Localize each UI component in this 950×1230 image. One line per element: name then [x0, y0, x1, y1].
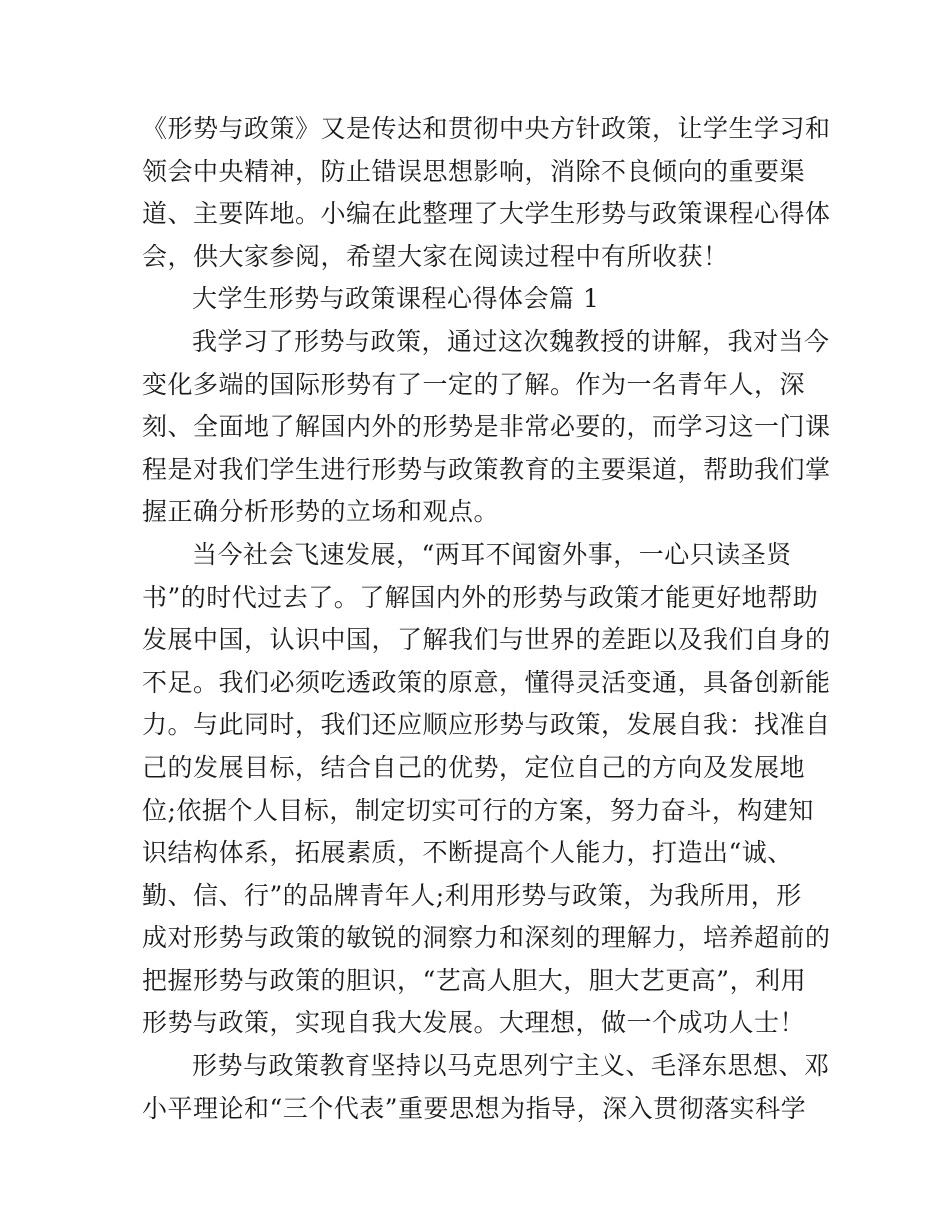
- text-line: 把握形势与政策的胆识，“艺高人胆大，胆大艺更高”，利用: [142, 965, 807, 995]
- text-line: 形势与政策，实现自我大发展。大理想，做一个成功人士！: [142, 1008, 806, 1038]
- text-line: 己的发展目标，结合自己的优势，定位自己的方向及发展地: [142, 752, 806, 782]
- section-heading: [142, 278, 812, 321]
- body-paragraph-3: [142, 1045, 830, 1130]
- text-line: 书”的时代过去了。了解国内外的形势与政策才能更好地帮助: [142, 582, 819, 612]
- text-line: 成对形势与政策的敏锐的洞察力和深刻的理解力，培养超前的: [142, 923, 831, 953]
- text-line: 不足。我们必须吃透政策的原意，懂得灵活变通，具备创新能: [142, 667, 831, 697]
- text-line: 变化多端的国际形势有了一定的了解。作为一名青年人，深: [142, 369, 806, 399]
- text-line: 当今社会飞速发展，“两耳不闻窗外事，一心只读圣贤: [192, 539, 792, 569]
- intro-paragraph: [142, 108, 831, 278]
- document-body: [142, 108, 831, 1130]
- body-paragraph-2: [142, 534, 831, 1045]
- heading-text: 大学生形势与政策课程心得体会篇 1: [192, 284, 600, 314]
- text-line: 领会中央精神，防止错误思想影响，消除不良倾向的重要渠: [142, 156, 806, 186]
- text-line: 位;依据个人目标，制定切实可行的方案，努力奋斗，构建知: [142, 795, 814, 825]
- text-line: 握正确分析形势的立场和观点。: [142, 497, 500, 527]
- text-line: 我学习了形势与政策，通过这次魏教授的讲解，我对当今: [192, 326, 830, 356]
- text-line: 发展中国，认识中国，了解我们与世界的差距以及我们自身的: [142, 625, 831, 655]
- text-line: 力。与此同时，我们还应顺应形势与政策，发展自我：找准自: [142, 710, 831, 740]
- text-line: 小平理论和“三个代表”重要思想为指导，深入贯彻落实科学: [142, 1093, 807, 1123]
- text-line: 程是对我们学生进行形势与政策教育的主要渠道，帮助我们掌: [142, 454, 831, 484]
- text-line: 勤、信、行”的品牌青年人;利用形势与政策，为我所用，形: [142, 880, 802, 910]
- body-paragraph-1: [142, 321, 831, 534]
- text-line: 刻、全面地了解国内外的形势是非常必要的，而学习这一门课: [142, 412, 831, 442]
- text-line: 道、主要阵地。小编在此整理了大学生形势与政策课程心得体: [142, 199, 831, 229]
- text-line: 识结构体系，拓展素质，不断提高个人能力，打造出“诚、: [142, 838, 793, 868]
- text-line: 形势与政策教育坚持以马克思列宁主义、毛泽东思想、邓: [192, 1051, 830, 1081]
- text-line: 会，供大家参阅，希望大家在阅读过程中有所收获！: [142, 241, 729, 271]
- text-line: 《形势与政策》又是传达和贯彻中央方针政策，让学生学习和: [142, 114, 831, 143]
